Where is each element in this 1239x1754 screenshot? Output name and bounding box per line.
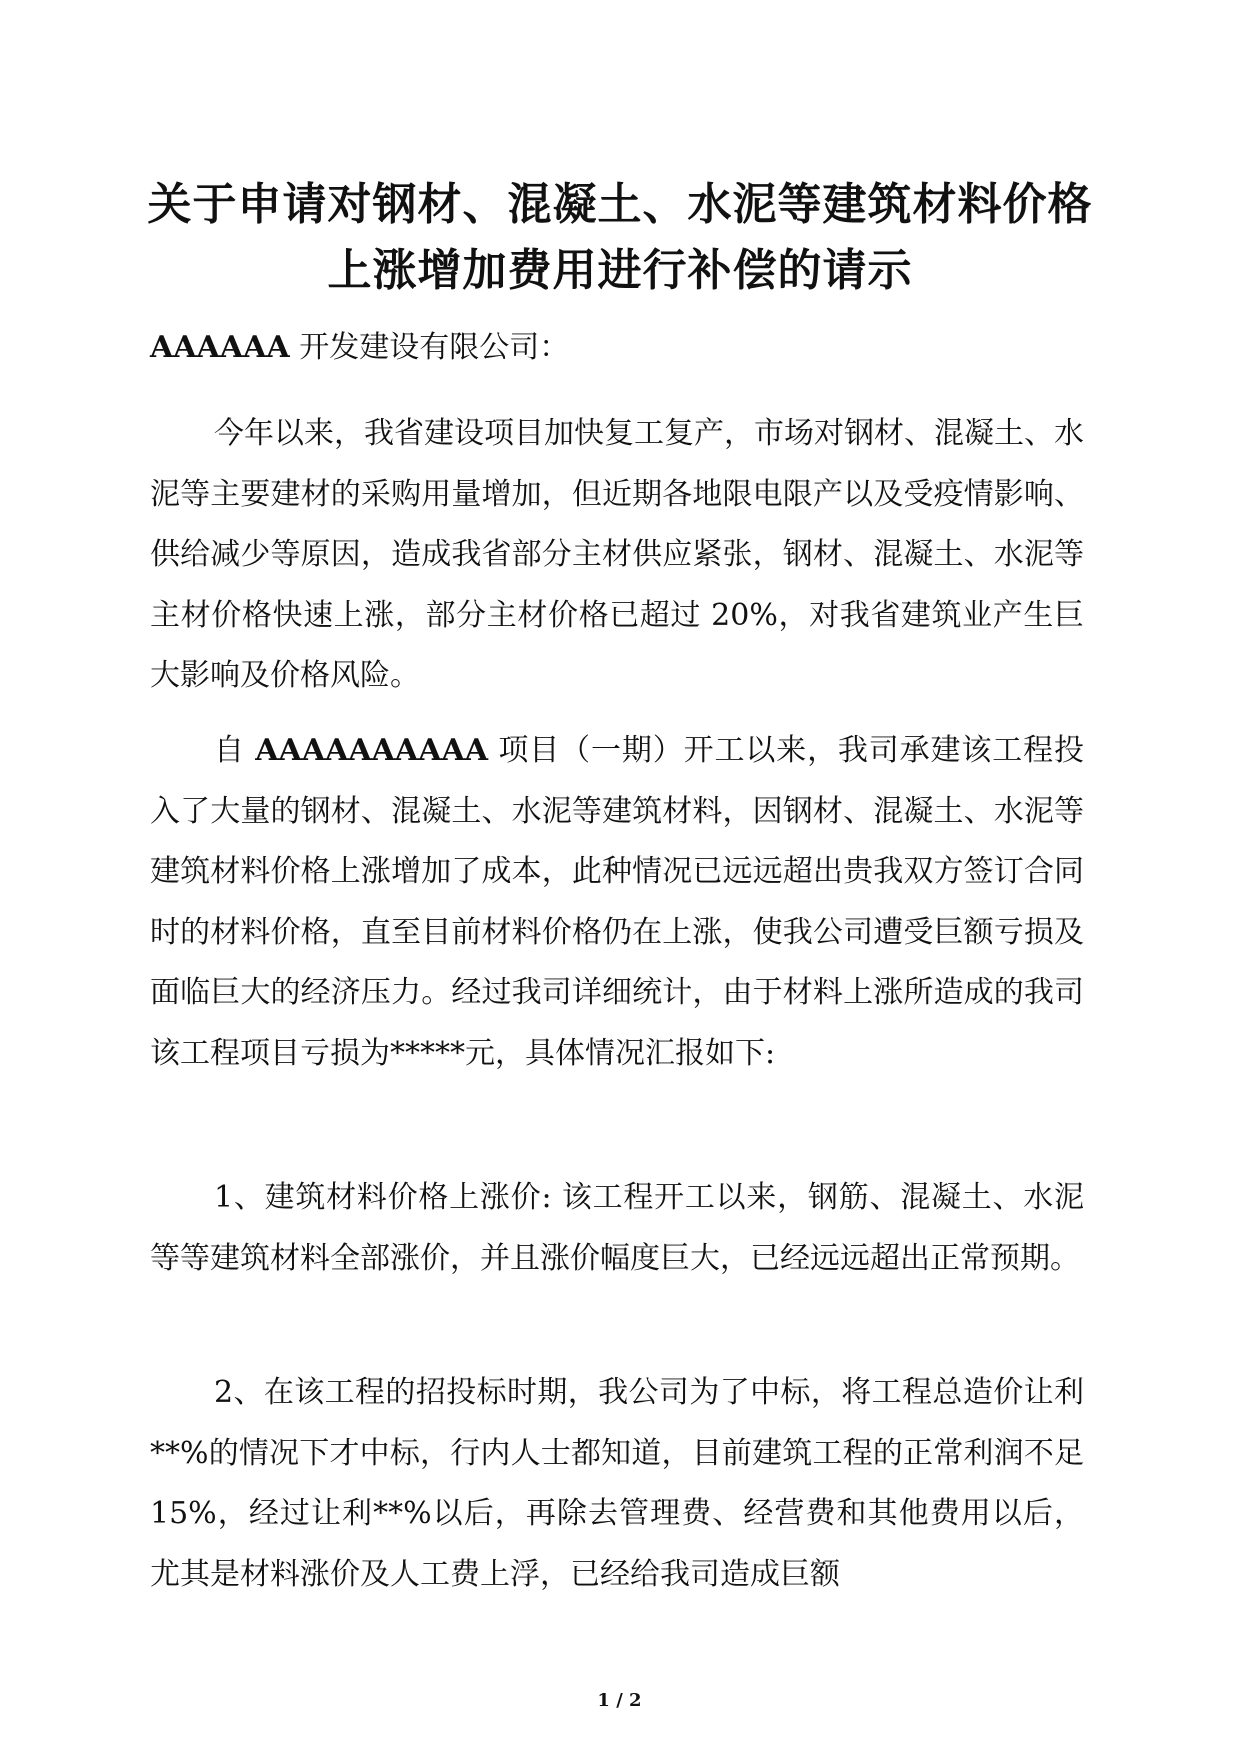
paragraph-3: 1、建筑材料价格上涨价: 该工程开工以来，钢筋、混凝土、水泥等等建筑材料全部涨价，并且涨价幅度巨大，已经远远超出正常预期。 bbox=[150, 1180, 1084, 1276]
page-number: 1 / 2 bbox=[597, 1690, 642, 1711]
salutation bbox=[150, 318, 569, 378]
paragraph-2 bbox=[150, 721, 1084, 1085]
title-line-1: 关于申请对钢材、混凝土、水泥等建筑材料价格 bbox=[147, 179, 1093, 230]
project-name: AAAAAAAAAA bbox=[255, 733, 489, 768]
document-title bbox=[100, 172, 1140, 304]
paragraph-1: 今年以来，我省建设项目加快复工复产，市场对钢材、混凝土、水泥等主要建材的采购用量增加，但近期各地限电限产以及受疫情影响、供给减少等原因，造成我省部分主材供应紧张，钢材、混凝土、水泥等主材价格快速上涨，部分主材价格已超过 20%，对我省建筑业产生巨大影响及价格风险。 bbox=[150, 416, 1084, 694]
salutation-rest: 开发建设有限公司： bbox=[289, 330, 570, 365]
paragraph-2-body: 项目（一期）开工以来，我司承建该工程投入了大量的钢材、混凝土、水泥等建筑材料，因钢材、混凝土、水泥等建筑材料价格上涨增加了成本，此种情况已远远超出贵我双方签订合同时的材料价格，直至目前材料价格仍在上涨，使我公司遭受巨额亏损及面临巨大的经济压力。经过我司详细统计，由于材料上涨所造成的我司该工程项目亏损为*****元，具体情况汇报如下: bbox=[150, 733, 1084, 1071]
title-line-2: 上涨增加费用进行补偿的请示 bbox=[327, 245, 913, 296]
salutation-company: AAAAAA bbox=[150, 330, 290, 365]
paragraph-4: 2、在该工程的招投标时期，我公司为了中标，将工程总造价让利**%的情况下才中标，行内人士都知道，目前建筑工程的正常利润不足 15%，经过让利**%以后，再除去管理费、经营费和其他费用以后，尤其是材料涨价及人工费上浮，已经给我司造成巨额 bbox=[150, 1375, 1084, 1592]
paragraph-2-lead: 自 bbox=[214, 733, 256, 768]
